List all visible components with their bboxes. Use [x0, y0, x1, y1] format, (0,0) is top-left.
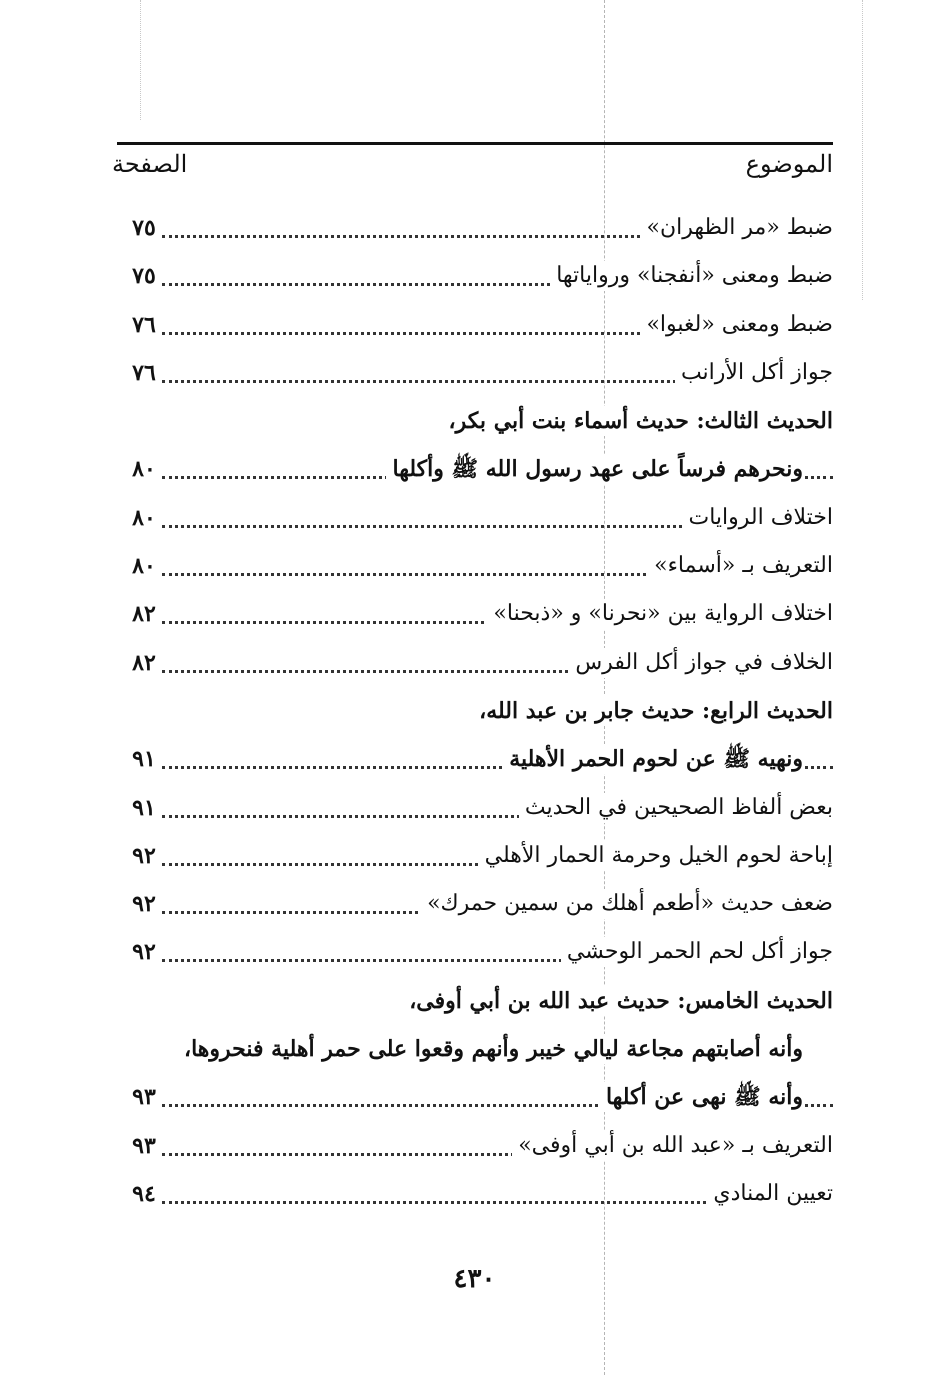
- entry-title: ضبط «مر الظهران»: [641, 213, 833, 243]
- page-column-header: الصفحة: [112, 150, 188, 178]
- entry-title: الحديث الرابع: حديث جابر بن عبد الله،: [473, 696, 833, 726]
- entry-page: ٩٢: [132, 939, 156, 966]
- toc-section-heading: [110, 688, 833, 736]
- entry-title: التعريف بـ «عبد الله بن أبي أوفى»: [512, 1131, 833, 1161]
- entry-title: اختلاف الرواية بين «نحرنا» و «ذبحنا»: [487, 599, 833, 629]
- toc-entry: [110, 1074, 833, 1122]
- toc-entry: [110, 543, 833, 591]
- toc-entry: [110, 929, 833, 977]
- entry-page: ٨٠: [132, 504, 156, 531]
- entry-page: ٩٣: [132, 1132, 156, 1159]
- page-number: ٤٣٠: [453, 1264, 496, 1294]
- entry-page: ٨٢: [132, 649, 156, 676]
- entry-title: التعريف بـ «أسماء»: [648, 551, 833, 581]
- toc-entry: [110, 736, 833, 784]
- entry-title: ونهيه ﷺ عن لحوم الحمر الأهلية: [503, 744, 803, 774]
- entry-title: وأنه أصابتهم مجاعة ليالي خيبر وأنهم وقعوا على حمر أهلية فنحروها،: [178, 1034, 803, 1064]
- toc-entry: [110, 495, 833, 543]
- entry-page: ٧٦: [132, 359, 156, 386]
- entry-title: جواز أكل لحم الحمر الوحشي: [561, 937, 833, 967]
- entry-page: ٨٠: [132, 456, 156, 483]
- toc-entry: [110, 1123, 833, 1171]
- entry-title: الحديث الخامس: حديث عبد الله بن أبي أوفى،: [403, 986, 833, 1016]
- entry-page: ٨٠: [132, 553, 156, 580]
- toc-entry: [110, 446, 833, 494]
- toc-entry: [110, 881, 833, 929]
- entry-page: ٩١: [132, 794, 156, 821]
- entry-title: تعيين المنادي: [707, 1179, 833, 1209]
- toc-entry: [110, 640, 833, 688]
- entry-title: ضعف حديث «أطعم أهلك من سمين حمرك»: [421, 889, 833, 919]
- entry-page: ٧٥: [132, 215, 156, 241]
- toc-section-heading: [110, 978, 833, 1026]
- entry-page: ٧٦: [132, 311, 156, 338]
- toc-section-heading: [110, 1026, 833, 1074]
- entry-page: ٩١: [132, 746, 156, 773]
- toc-entry: [110, 253, 833, 301]
- toc-entry: [110, 785, 833, 833]
- entry-page: ٩٤: [132, 1180, 156, 1207]
- scan-fold-line: [862, 0, 863, 300]
- entry-page: ٩٢: [132, 891, 156, 918]
- toc-entry: [110, 591, 833, 639]
- table-of-contents: [110, 205, 833, 1219]
- entry-title: وأنه ﷺ نهى عن أكلها: [600, 1082, 803, 1112]
- entry-title: ضبط ومعنى «أنفجنا» ورواياتها: [550, 261, 833, 291]
- entry-page: ٩٢: [132, 842, 156, 869]
- toc-entry: [110, 205, 833, 253]
- toc-section-heading: [110, 398, 833, 446]
- entry-page: ٧٥: [132, 263, 156, 290]
- toc-entry: [110, 1171, 833, 1219]
- scan-fold-line: [140, 0, 141, 120]
- entry-title: بعض ألفاظ الصحيحين في الحديث: [519, 793, 833, 823]
- entry-title: جواز أكل الأرانب: [675, 358, 833, 388]
- topic-column-header: الموضوع: [745, 150, 833, 178]
- toc-entry: [110, 833, 833, 881]
- entry-title: الخلاف في جواز أكل الفرس: [569, 648, 833, 678]
- toc-entry: [110, 350, 833, 398]
- entry-page: ٨٢: [132, 601, 156, 628]
- header-rule: [117, 142, 833, 145]
- entry-title: ضبط ومعنى «لغبوا»: [640, 310, 833, 340]
- entry-page: ٩٣: [132, 1084, 156, 1111]
- entry-title: اختلاف الروايات: [682, 503, 833, 533]
- entry-title: ونحرهم فرساً على عهد رسول الله ﷺ وأكلها: [386, 454, 803, 484]
- entry-title: الحديث الثالث: حديث أسماء بنت أبي بكر،: [443, 406, 833, 436]
- toc-entry: [110, 302, 833, 350]
- entry-title: إباحة لحوم الخيل وحرمة الحمار الأهلي: [479, 841, 833, 871]
